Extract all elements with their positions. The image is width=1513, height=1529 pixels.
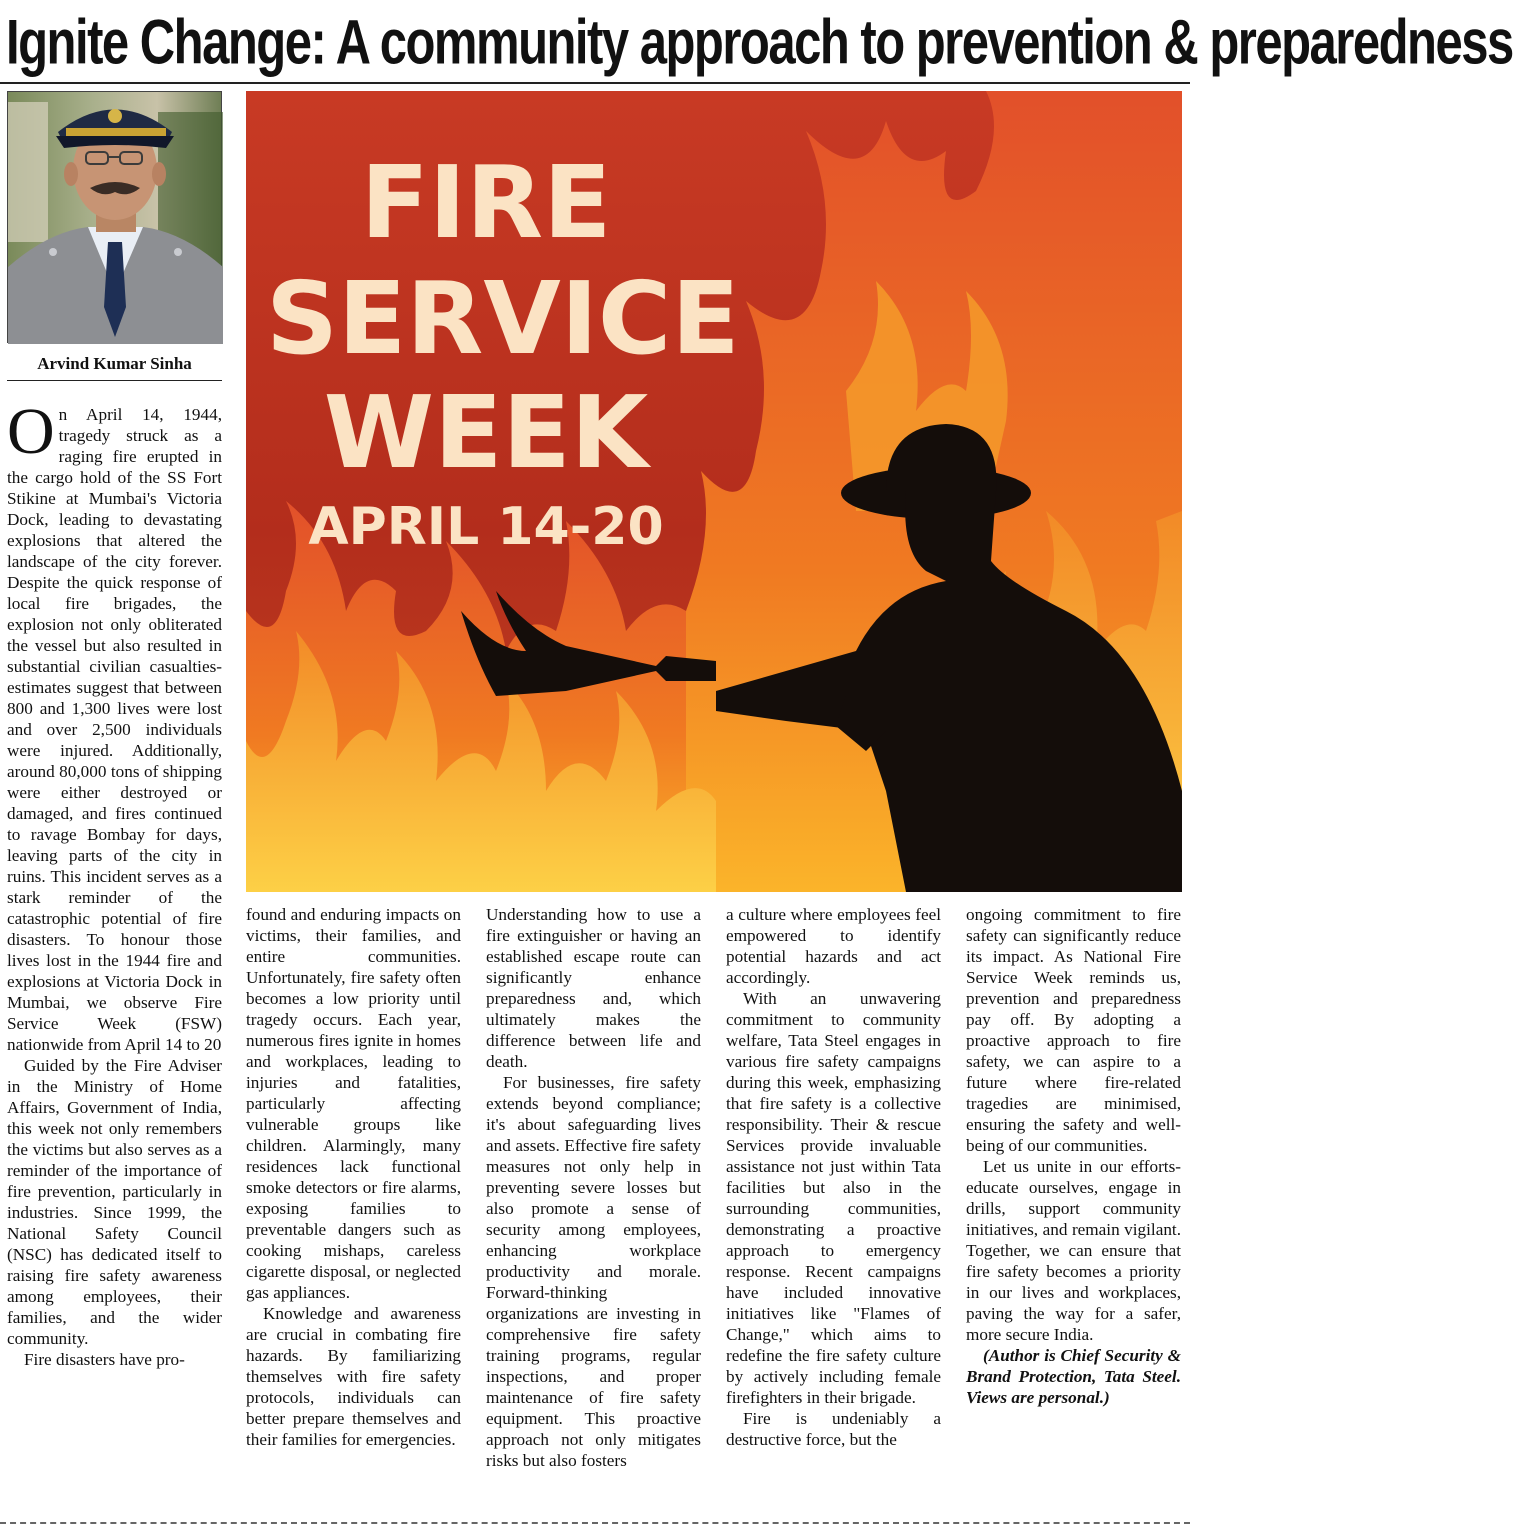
poster-dates: APRIL 14-20 <box>308 497 664 557</box>
article-column-1 <box>7 395 222 1370</box>
poster-title-line-3: WEEK <box>323 374 649 491</box>
paragraph-text: n April 14, 1944, tragedy struck as a raging fire erupted in the cargo hold of the SS Fort Stikine at Mumbai's Victoria Dock, leading to devastating explosions that altered the landscape of the city forever. Despite the quick response of local fire brigades, the explosion not only obliterated the vessel but also resulted in substantial civilian casualties-estimates suggest that between 800 and 1,300 lives were lost and over 2,500 individuals were injured. Additionally, around 80,000 tons of shipping were either destroyed or damaged, and fires continued to ravage Bombay for days, leaving parts of the city in ruins. This incident serves as a stark reminder of the catastrophic potential of fire disasters. To honour those lives lost in the 1944 fire and explosions at Victoria Dock in Mumbai, we observe Fire Service Week (FSW) nationwide from April 14 to 20 <box>7 405 222 1054</box>
author-byline: Arvind Kumar Sinha <box>7 354 222 381</box>
article-paragraph: Understanding how to use a fire extinguisher or having an established escape route can significantly enhance preparedness and, which ultimately makes the difference between life and death. <box>486 905 701 1071</box>
article-paragraph: Fire disasters have pro- <box>24 1350 185 1369</box>
page-bottom-rule <box>0 1522 1190 1524</box>
article-column-3 <box>486 904 701 1471</box>
author-photo <box>7 91 222 343</box>
article-paragraph <box>7 395 222 1055</box>
fire-service-week-poster <box>246 91 1182 892</box>
article-paragraph: Fire is undeniably a destructive force, but the <box>726 1409 941 1449</box>
poster-title-line-2: SERVICE <box>266 260 740 377</box>
article-paragraph: With an unwavering commitment to community welfare, Tata Steel engages in various fire safety campaigns during this week, emphasizing that fire safety is a collective responsibility. Their & rescue Services provide invaluable assistance not just within Tata facilities but also in the surrounding communities, demonstrating a proactive approach to emergency response. Recent campaigns have included innovative initiatives like "Flames of Change," which aims to redefine the fire safety culture by actively including female firefighters in their brigade. <box>726 989 941 1407</box>
article-column-4 <box>726 904 941 1450</box>
article-paragraph: Let us unite in our efforts-educate ourselves, engage in drills, support community initiatives, and remain vigilant. Together, we can ensure that fire safety becomes a priority in our lives and workplaces, paving the way for a safer, more secure India. <box>966 1157 1181 1344</box>
headline-rule <box>0 82 1190 84</box>
article-paragraph: For businesses, fire safety extends beyond compliance; it's about safeguarding lives and assets. Effective fire safety measures not only help in preventing severe losses but also promote a sense of security among employees, enhancing workplace productivity and morale. Forward-thinking organizations are investing in comprehensive fire safety training programs, regular inspections, and proper maintenance of fire safety equipment. This proactive approach not only mitigates risks but also fosters <box>486 1073 701 1470</box>
article-column-2 <box>246 904 461 1450</box>
article-paragraph: a culture where employees feel empowered to identify potential hazards and act accordingly. <box>726 905 941 987</box>
headline: Ignite Change: A community approach to prevention & preparedness <box>6 8 1513 78</box>
author-note: (Author is Chief Security & Brand Protection, Tata Steel. Views are personal.) <box>966 1346 1181 1407</box>
article-paragraph: Knowledge and awareness are crucial in combating fire hazards. By familiarizing themselves with fire safety protocols, individuals can better prepare themselves and their families for emergencies. <box>246 1304 461 1449</box>
article-column-5 <box>966 904 1181 1408</box>
article-paragraph: ongoing commitment to fire safety can significantly reduce its impact. As National Fire Service Week reminds us, prevention and preparedness pay off. By adopting a proactive approach to fire safety, we can aspire to a future where fire-related tragedies are minimised, ensuring the safety and well-being of our communities. <box>966 905 1181 1155</box>
drop-cap: O <box>7 395 55 468</box>
article-paragraph: Guided by the Fire Adviser in the Ministry of Home Affairs, Government of India, this week not only remembers the victims but also serves as a reminder of the importance of fire prevention, particularly in industries. Since 1999, the National Safety Council (NSC) has dedicated itself to raising fire safety awareness among employees, their families, and the wider community. <box>7 1056 222 1348</box>
poster-title-line-1: FIRE <box>360 144 612 261</box>
article-paragraph: found and enduring impacts on victims, their families, and entire communities. Unfortunately, fire safety often becomes a low priority until tragedy occurs. Each year, numerous fires ignite in homes and workplaces, leading to injuries and fatalities, particularly affecting vulnerable groups like children. Alarmingly, many residences lack functional smoke detectors or fire alarms, exposing families to preventable dangers such as cooking mishaps, careless cigarette disposal, or neglected gas appliances. <box>246 905 461 1302</box>
author-portrait-illustration <box>8 92 223 344</box>
